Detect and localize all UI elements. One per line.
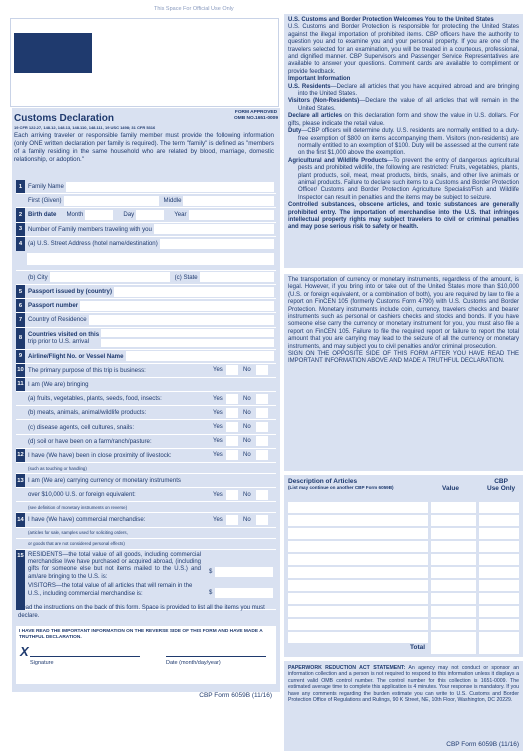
yes-label: Yes [213, 367, 223, 374]
residents-text: RESIDENTS—the total value of all goods, including commercial merchandise I/we have purchased or acquired abroad, (including gifts for someone else but not items mailed to the U.S.) and am/are bringing to the U.S. is: [28, 551, 201, 580]
currency-section [284, 274, 523, 471]
address-label: (a) U.S. Street Address (hotel name/destination) [28, 240, 158, 248]
cfr-citation: 19 CFR 122.27, 148.12, 148.13, 148.110, 148.111, 19 USC 1498; 31 CFR 5316 [14, 125, 156, 130]
family-name-label: Family Name [28, 183, 64, 191]
livestock-label: I have (We have) been in close proximity of livestock: [28, 451, 172, 459]
month-label: Month [66, 211, 84, 219]
article-description-cell[interactable] [288, 541, 428, 552]
form-number: CBP Form 6059B (11/16) [199, 692, 272, 699]
cbp-header [487, 478, 515, 492]
yes-label: Yes [213, 438, 223, 445]
airline-label: Airline/Flight No. or Vessel Name [28, 352, 124, 360]
currency-label: I am (We are) carrying currency or monetary instruments [28, 477, 181, 485]
row-passport-number: 6 Passport number [16, 299, 276, 313]
merchandise-sub-2: or goods that are not considered personal effects) [28, 541, 125, 547]
row-passport-country: 5 Passport issued by (country) [16, 285, 276, 299]
disease-yes-box[interactable] [226, 422, 238, 432]
yes-label: Yes [213, 424, 223, 431]
signature-area [16, 605, 276, 699]
article-value-cell[interactable] [431, 502, 476, 513]
no-label: No [243, 491, 251, 498]
no-label: No [243, 395, 251, 402]
article-value-cell[interactable] [431, 580, 476, 591]
article-value-cell[interactable] [431, 619, 476, 630]
article-value-cell[interactable] [431, 541, 476, 552]
value-header: Value [442, 485, 459, 492]
visitors-value-field[interactable] [215, 588, 273, 598]
row-disease [16, 420, 276, 434]
cbp-label: CBP [494, 478, 508, 485]
first-name-field[interactable] [64, 196, 159, 206]
total-row [288, 643, 519, 655]
yes-label: Yes [213, 452, 223, 459]
article-cbp-cell[interactable] [479, 567, 519, 578]
row-family-name: 1 Family Name [16, 180, 276, 194]
duty-info: Duty—CBP officers will determine duty. U.S. residents are normally entitled to a duty-free exemption of $800 on items accompanying them. Visitors (non-residents) are normally entitled to an exemption of $100. Duty will be assessed at the current rate on the first $1,000 above the exemption. [288, 128, 519, 157]
desc-header [288, 478, 394, 490]
article-description-cell[interactable] [288, 554, 428, 565]
row-airline: 9 Airline/Flight No. or Vessel Name [16, 350, 276, 364]
no-label: No [243, 367, 251, 374]
disease-label: (c) disease agents, cell cultures, snails: [28, 423, 135, 431]
state-field[interactable] [200, 272, 274, 282]
total-value-cell[interactable] [431, 643, 476, 654]
countries-visited-sub: trip prior to U.S. arrival [28, 338, 89, 345]
welcome-section [284, 14, 523, 268]
city-field[interactable] [50, 272, 170, 282]
information-panel [284, 14, 523, 751]
form-rows [16, 180, 276, 610]
notice-box [16, 626, 276, 684]
soil-label: (d) soil or have been on a farm/ranch/pasture: [28, 437, 152, 445]
row-residence: 7 Country of Residence [16, 313, 276, 327]
visitors-dollar: $ [209, 589, 213, 596]
article-description-cell[interactable] [288, 619, 428, 630]
controlled-substances: Controlled substances, obscene articles, and toxic substances are generally prohibited entry. The importation of merchandise into the U.S. that infringes intellectual property rights may subject travelers to civil or criminal penalties and may pose serious risk to safety or health. [288, 202, 519, 231]
article-cbp-cell[interactable] [479, 528, 519, 539]
article-value-cell[interactable] [431, 632, 476, 643]
paperwork-section [284, 661, 523, 751]
official-use-area [10, 18, 279, 107]
business-no-box[interactable] [256, 365, 268, 375]
article-description-cell[interactable] [288, 567, 428, 578]
desc-sub: (List may continue on another CBP Form 6059B) [288, 485, 394, 490]
middle-field[interactable] [183, 196, 274, 206]
sign-notice: SIGN ON THE OPPOSITE SIDE OF THIS FORM AFTER YOU HAVE READ THE IMPORTANT INFORMATION ABOVE AND MADE A TRUTHFUL DECLARATION. [288, 351, 519, 365]
date-label: Date (month/day/year) [166, 660, 221, 667]
yes-label: Yes [213, 395, 223, 402]
first-name-label: First (Given) [28, 197, 62, 205]
soil-no-box[interactable] [256, 436, 268, 446]
signature-x: X [20, 644, 29, 660]
article-description-cell[interactable] [288, 528, 428, 539]
address-field[interactable] [160, 239, 274, 249]
article-value-cell[interactable] [431, 515, 476, 526]
row-address: 4 (a) U.S. Street Address (hotel name/destination) [16, 237, 276, 271]
row-currency-amount [16, 488, 276, 502]
agriculture-info: Agricultural and Wildlife Products—To prevent the entry of dangerous agricultural pests and prohibited wildlife, the following are restricted: Fruits, vegetables, plants, plant products, soil, meat, meat products, birds, snails, and other live animals or animal products. Failure to declare such items to a Customs and Border Protection Officer/ Customs and Border Protection Agriculture Specialist/Fish and Wildlife Inspector can result in penalties and the items may be subject to seizure. [288, 157, 519, 201]
fruits-yes-box[interactable] [226, 394, 238, 404]
article-row [288, 619, 519, 631]
no-label: No [243, 452, 251, 459]
business-label: The primary purpose of this trip is business: [28, 366, 146, 374]
business-yes-box[interactable] [226, 365, 238, 375]
article-cbp-cell[interactable] [479, 554, 519, 565]
livestock-no-box[interactable] [256, 450, 268, 460]
article-cbp-cell[interactable] [479, 619, 519, 630]
city-label: (b) City [28, 273, 48, 281]
visitors-text: VISITORS—the total value of all articles that will remain in the U.S., including commercial merchandise is: [28, 583, 193, 597]
meats-yes-box[interactable] [226, 408, 238, 418]
article-description-cell[interactable] [288, 593, 428, 604]
approved-label: FORM APPROVED [234, 110, 278, 115]
residents-info: U.S. Residents—Declare all articles that you have acquired abroad and are bringing into the United States. [288, 83, 519, 98]
articles-table [284, 475, 523, 657]
row-meats [16, 406, 276, 420]
day-field[interactable] [136, 210, 164, 220]
welcome-text: U.S. Customs and Border Protection is responsible for protecting the United States against the illegal importation of prohibited items. CBP officers have the authority to question you and to examine you and your personal property. If you are one of the travelers selected for an examination, you will be treated in a courteous, professional, and dignified manner. CBP Supervisors and Passenger Service Representatives are available to answer your questions. Comment cards are available to compliment or provide feedback. [288, 24, 519, 75]
no-label: No [243, 516, 251, 523]
omb-number: OMB NO.1651-0009 [234, 116, 278, 121]
date-line[interactable] [166, 656, 266, 657]
livestock-yes-box[interactable] [226, 450, 238, 460]
merchandise-sub-1: (articles for sale, samples used for soliciting orders, [28, 530, 128, 536]
livestock-sub: (such as touching or handling) [28, 465, 87, 471]
article-row [288, 541, 519, 553]
article-value-cell[interactable] [431, 554, 476, 565]
currency-info: The transportation of currency or monetary instruments, regardless of the amount, is legal. However, if you bring into or take out of the United States more than $10,000 (U.S. or foreign equivalent, or a combination of both), you are required by law to file a report on FinCEN 105 (formerly Customs Form 4790) with U.S. Customs and Border Protection. Monetary instruments include coin, currency, travelers checks and bearer instruments such as personal or cashiers checks and stocks and bonds. If you have someone else carry the currency or monetary instrument for you, you must also file a report on FinCEN 105. Failure to file the required report or failure to report the total amount that you are carrying may lead to the seizure of all the currency or monetary instruments, and may subject you to civil penalties and/or criminal prosecution. [288, 277, 519, 350]
important-info-heading: Important Information [288, 76, 351, 83]
official-use-label: This Space For Official Use Only [154, 6, 234, 12]
article-row [288, 580, 519, 592]
family-members-label: Number of Family members traveling with you [28, 225, 152, 233]
article-cbp-cell[interactable] [479, 541, 519, 552]
row-business: 10 The primary purpose of this trip is business: Yes No [16, 364, 276, 378]
bringing-label: I am (We are) bringing [28, 380, 89, 388]
row-birth-date: 2 Birth date Month Day Year [16, 208, 276, 222]
countries-visited-field-1[interactable] [101, 329, 274, 337]
yes-label: Yes [213, 409, 223, 416]
visitors-info: Visitors (Non-Residents)—Declare the value of all articles that will remain in the United States. [288, 98, 519, 112]
disease-no-box[interactable] [256, 422, 268, 432]
article-cbp-cell[interactable] [479, 580, 519, 591]
month-field[interactable] [85, 210, 113, 220]
day-label: Day [123, 211, 135, 219]
signature-label: Signature [30, 660, 54, 667]
row-livestock: 12 I have (We have) been in close proximity of livestock: Yes No [16, 449, 276, 463]
middle-label: Middle [163, 197, 182, 205]
official-use-stamp [14, 33, 92, 73]
use-only-label: Use Only [487, 485, 516, 492]
article-row [288, 593, 519, 605]
article-cbp-cell[interactable] [479, 593, 519, 604]
fruits-label: (a) fruits, vegetables, plants, seeds, food, insects: [28, 395, 162, 403]
paperwork-text: PAPERWORK REDUCTION ACT STATEMENT: An agency may not conduct or sponsor an information collection and a person is not required to respond to this information unless it displays a current valid OMB control number. The control number for this collection is 1651-0009. The estimated average time to complete this application is 4 minutes. Your response is mandatory. If you have any comments regarding the burden estimate you can write to U.S. Customs and Border Protection Office of Regulations and Rulings, 90 K Street, NE, 10th Floor, Washington, DC 20229. [288, 665, 519, 704]
article-value-cell[interactable] [431, 528, 476, 539]
row-city-state [16, 271, 276, 285]
currency-sub: (see definition of monetary instruments on reverse) [28, 504, 128, 510]
family-members-field[interactable] [154, 224, 274, 234]
residence-label: Country of Residence [28, 316, 87, 324]
desc-title: Description of Articles [288, 478, 358, 485]
yes-label: Yes [213, 516, 223, 523]
address-field-2[interactable] [27, 253, 274, 265]
article-description-cell[interactable] [288, 606, 428, 617]
meats-no-box[interactable] [256, 408, 268, 418]
soil-yes-box[interactable] [226, 436, 238, 446]
article-value-cell[interactable] [431, 567, 476, 578]
article-value-cell[interactable] [431, 593, 476, 604]
currency-amount-label: over $10,000 U.S. or foreign equivalent: [28, 491, 136, 499]
birth-date-label: Birth date [28, 211, 57, 219]
residence-field[interactable] [89, 315, 274, 325]
row-countries-visited: 8 Countries visited on this trip prior to U.S. arrival [16, 328, 276, 350]
year-field[interactable] [189, 210, 274, 220]
article-description-cell[interactable] [288, 502, 428, 513]
article-cbp-cell[interactable] [479, 502, 519, 513]
total-label: Total [410, 644, 426, 651]
passport-country-field[interactable] [114, 287, 274, 297]
customs-declaration-form [12, 108, 280, 699]
yes-label: Yes [213, 491, 223, 498]
row-residents: 15 RESIDENTS—the total value of all goods, including commercial merchandise I/we have purchased or acquired abroad, (including gifts for someone else but not items mailed to the U.S.) and am/are bringing to the U.S. is: VISITORS—the total value of all articles that will remain in the U.S., including commercial merchandise is: $ $ [16, 550, 276, 610]
row-merchandise: 14 I have (We have) commercial merchandise: Yes No [16, 513, 276, 527]
welcome-title: U.S. Customs and Border Protection Welcomes You to the United States [288, 17, 494, 23]
countries-visited-label: Countries visited on this [28, 331, 100, 338]
state-label: (c) State [174, 273, 198, 281]
passport-country-label: Passport issued by (country) [28, 288, 112, 296]
total-cbp-cell[interactable] [479, 643, 519, 654]
year-label: Year [174, 211, 187, 219]
article-description-cell[interactable] [288, 580, 428, 591]
article-row [288, 502, 519, 514]
article-row [288, 515, 519, 527]
countries-visited-field-2[interactable] [101, 339, 274, 347]
no-label: No [243, 438, 251, 445]
passport-number-field[interactable] [80, 301, 274, 311]
article-cbp-cell[interactable] [479, 606, 519, 617]
article-row [288, 567, 519, 579]
row-family-members: 3 Number of Family members traveling with you [16, 223, 276, 237]
declare-info: Declare all articles on this declaration form and show the value in U.S. dollars. For gifts, please indicate the retail value. [288, 113, 520, 127]
article-value-cell[interactable] [431, 606, 476, 617]
currency-no-box[interactable] [256, 490, 268, 500]
article-row [288, 606, 519, 618]
notice-text: I HAVE READ THE IMPORTANT INFORMATION ON THE REVERSE SIDE OF THIS FORM AND HAVE MADE A TRUTHFUL DECLARATION. [19, 629, 263, 641]
form-approved [234, 110, 278, 122]
no-label: No [243, 424, 251, 431]
passport-number-label: Passport number [28, 302, 79, 310]
page [4, 4, 525, 748]
form-title: Customs Declaration [14, 113, 115, 124]
article-row [288, 528, 519, 540]
form-number-right: CBP Form 6059B (11/16) [446, 741, 519, 748]
row-currency: 13 I am (We are) carrying currency or monetary instruments [16, 474, 276, 488]
family-name-field[interactable] [66, 182, 274, 192]
merchandise-no-box[interactable] [256, 515, 268, 525]
no-label: No [243, 409, 251, 416]
row-fruits [16, 392, 276, 406]
row-merchandise-sub2 [16, 539, 276, 550]
row-currency-sub [16, 502, 276, 513]
currency-yes-box[interactable] [226, 490, 238, 500]
residents-value-field[interactable] [215, 567, 273, 577]
article-cbp-cell[interactable] [479, 632, 519, 643]
residents-dollar: $ [209, 568, 213, 575]
intro-text: Each arriving traveler or responsible family member must provide the following information (only ONE written declaration per family is required). The term "family" is defined as "members of a family residing in the same household who are related by blood, marriage, domestic relationship, or adoption." [14, 132, 274, 163]
row-livestock-sub [16, 463, 276, 474]
back-note: Read the instructions on the back of this form. Space is provided to list all the items you must declare. [18, 605, 265, 619]
article-description-cell[interactable] [288, 515, 428, 526]
signature-line[interactable] [30, 656, 140, 657]
article-row [288, 554, 519, 566]
row-soil [16, 435, 276, 449]
meats-label: (b) meats, animals, animal/wildlife products: [28, 409, 147, 417]
article-cbp-cell[interactable] [479, 515, 519, 526]
row-merchandise-sub1 [16, 528, 276, 539]
merchandise-yes-box[interactable] [226, 515, 238, 525]
row-first-name [16, 194, 276, 208]
article-description-cell[interactable] [288, 632, 428, 643]
merchandise-label: I have (We have) commercial merchandise: [28, 516, 146, 524]
row-bringing: 11 I am (We are) bringing [16, 378, 276, 392]
airline-field[interactable] [126, 351, 275, 361]
fruits-no-box[interactable] [256, 394, 268, 404]
